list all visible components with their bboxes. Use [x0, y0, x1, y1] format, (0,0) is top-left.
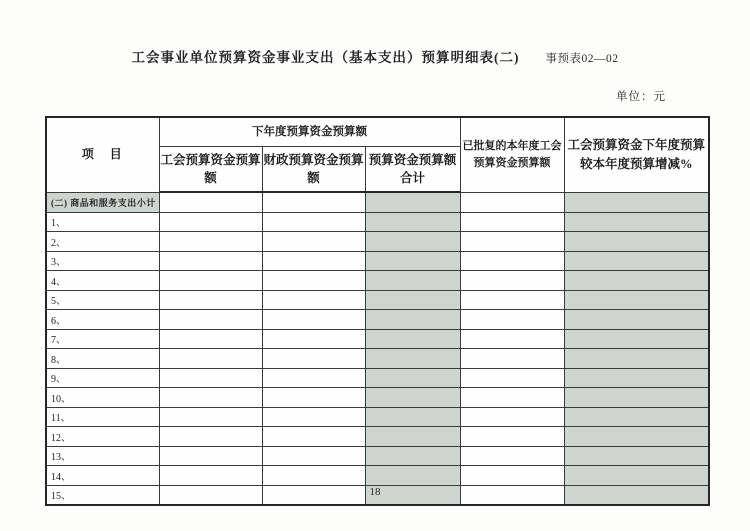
data-cell: [564, 349, 709, 369]
data-cell: [262, 310, 365, 330]
row-label-cell: (二) 商品和服务支出小计: [46, 192, 159, 212]
data-cell: [460, 368, 564, 388]
table-row: [46, 446, 709, 466]
table-row: [46, 427, 709, 447]
data-cell: [365, 466, 460, 486]
data-cell: [159, 368, 262, 388]
table-row: [46, 212, 709, 232]
data-cell: [262, 212, 365, 232]
column-header-next-year-group: 下年度预算资金预算额: [159, 117, 460, 147]
table-row: [46, 407, 709, 427]
budget-detail-table: [45, 116, 710, 506]
row-label-cell: 2、: [46, 232, 159, 252]
data-cell: [460, 232, 564, 252]
table-row: [46, 349, 709, 369]
data-cell: [159, 329, 262, 349]
data-cell: [262, 407, 365, 427]
data-cell: [159, 407, 262, 427]
data-cell: [262, 446, 365, 466]
row-label-cell: 13、: [46, 446, 159, 466]
unit-label: 单位：元: [616, 91, 666, 103]
table-row: [46, 310, 709, 330]
data-cell: [365, 212, 460, 232]
row-label-cell: 3、: [46, 251, 159, 271]
data-cell: [262, 349, 365, 369]
table-body: [46, 192, 709, 505]
data-cell: [262, 232, 365, 252]
data-cell: [365, 388, 460, 408]
row-label-cell: 7、: [46, 329, 159, 349]
data-cell: [564, 212, 709, 232]
column-header-change-percent: 工会预算资金下年度预算较本年度预算增减%: [564, 117, 709, 192]
data-cell: [460, 290, 564, 310]
page-title: 工会事业单位预算资金事业支出（基本支出）预算明细表(二): [131, 50, 520, 65]
data-cell: [564, 407, 709, 427]
data-cell: [159, 466, 262, 486]
data-cell: [460, 349, 564, 369]
data-cell: [365, 407, 460, 427]
data-cell: [564, 329, 709, 349]
column-header-budget-total: 预算资金预算额合计: [365, 147, 460, 193]
data-cell: [159, 349, 262, 369]
form-code: 事预表02—02: [545, 53, 619, 65]
table-row: [46, 329, 709, 349]
data-cell: [365, 349, 460, 369]
data-cell: [262, 290, 365, 310]
data-cell: [159, 251, 262, 271]
row-label-cell: 15、: [46, 485, 159, 505]
data-cell: [564, 368, 709, 388]
data-cell: [564, 427, 709, 447]
data-cell: [159, 232, 262, 252]
document-header: [0, 46, 750, 66]
table-row: [46, 388, 709, 408]
data-cell: [159, 192, 262, 212]
data-cell: [159, 290, 262, 310]
row-label-cell: 4、: [46, 271, 159, 291]
data-cell: [262, 466, 365, 486]
data-cell: [262, 192, 365, 212]
data-cell: [365, 427, 460, 447]
data-cell: [365, 251, 460, 271]
data-cell: [262, 251, 365, 271]
data-cell: [564, 310, 709, 330]
data-cell: [564, 232, 709, 252]
data-cell: [460, 407, 564, 427]
table-row: [46, 271, 709, 291]
data-cell: [564, 192, 709, 212]
data-cell: [365, 329, 460, 349]
row-label-cell: 9、: [46, 368, 159, 388]
data-cell: [262, 388, 365, 408]
table-row: [46, 466, 709, 486]
row-label-cell: 5、: [46, 290, 159, 310]
table-row: [46, 232, 709, 252]
data-cell: [564, 290, 709, 310]
table-row: [46, 251, 709, 271]
data-cell: [564, 388, 709, 408]
column-header-item: 项 目: [46, 117, 159, 192]
row-label-cell: 11、: [46, 407, 159, 427]
data-cell: [460, 251, 564, 271]
data-cell: [262, 368, 365, 388]
data-cell: [564, 466, 709, 486]
data-cell: [365, 310, 460, 330]
data-cell: [159, 310, 262, 330]
data-cell: [460, 388, 564, 408]
table-row: [46, 368, 709, 388]
data-cell: [460, 329, 564, 349]
data-cell: [159, 212, 262, 232]
data-cell: [159, 446, 262, 466]
data-cell: [564, 251, 709, 271]
header-row-group: [46, 117, 709, 147]
data-cell: [365, 271, 460, 291]
column-header-union-budget: 工会预算资金预算额: [159, 147, 262, 193]
data-cell: [159, 271, 262, 291]
data-cell: [365, 232, 460, 252]
row-label-cell: 6、: [46, 310, 159, 330]
page-number: 18: [369, 486, 381, 498]
data-cell: [460, 466, 564, 486]
data-cell: [159, 388, 262, 408]
data-cell: [460, 310, 564, 330]
column-header-fiscal-budget: 财政预算资金预算额: [262, 147, 365, 193]
data-cell: [564, 271, 709, 291]
column-header-approved-current-year: 已批复的本年度工会预算资金预算额: [460, 117, 564, 192]
row-label-cell: 8、: [46, 349, 159, 369]
table-row-subtotal: [46, 192, 709, 212]
data-cell: [365, 290, 460, 310]
data-cell: [365, 192, 460, 212]
data-cell: [365, 446, 460, 466]
table-row: [46, 290, 709, 310]
row-label-cell: 12、: [46, 427, 159, 447]
row-label-cell: 14、: [46, 466, 159, 486]
data-cell: [460, 271, 564, 291]
data-cell: [159, 427, 262, 447]
data-cell: [460, 192, 564, 212]
data-cell: [564, 446, 709, 466]
data-cell: [262, 271, 365, 291]
row-label-cell: 1、: [46, 212, 159, 232]
data-cell: [460, 427, 564, 447]
data-cell: [262, 329, 365, 349]
data-cell: [262, 427, 365, 447]
row-label-cell: 10、: [46, 388, 159, 408]
data-cell: [365, 368, 460, 388]
table-header: [46, 117, 709, 192]
data-cell: [460, 446, 564, 466]
data-cell: [460, 212, 564, 232]
